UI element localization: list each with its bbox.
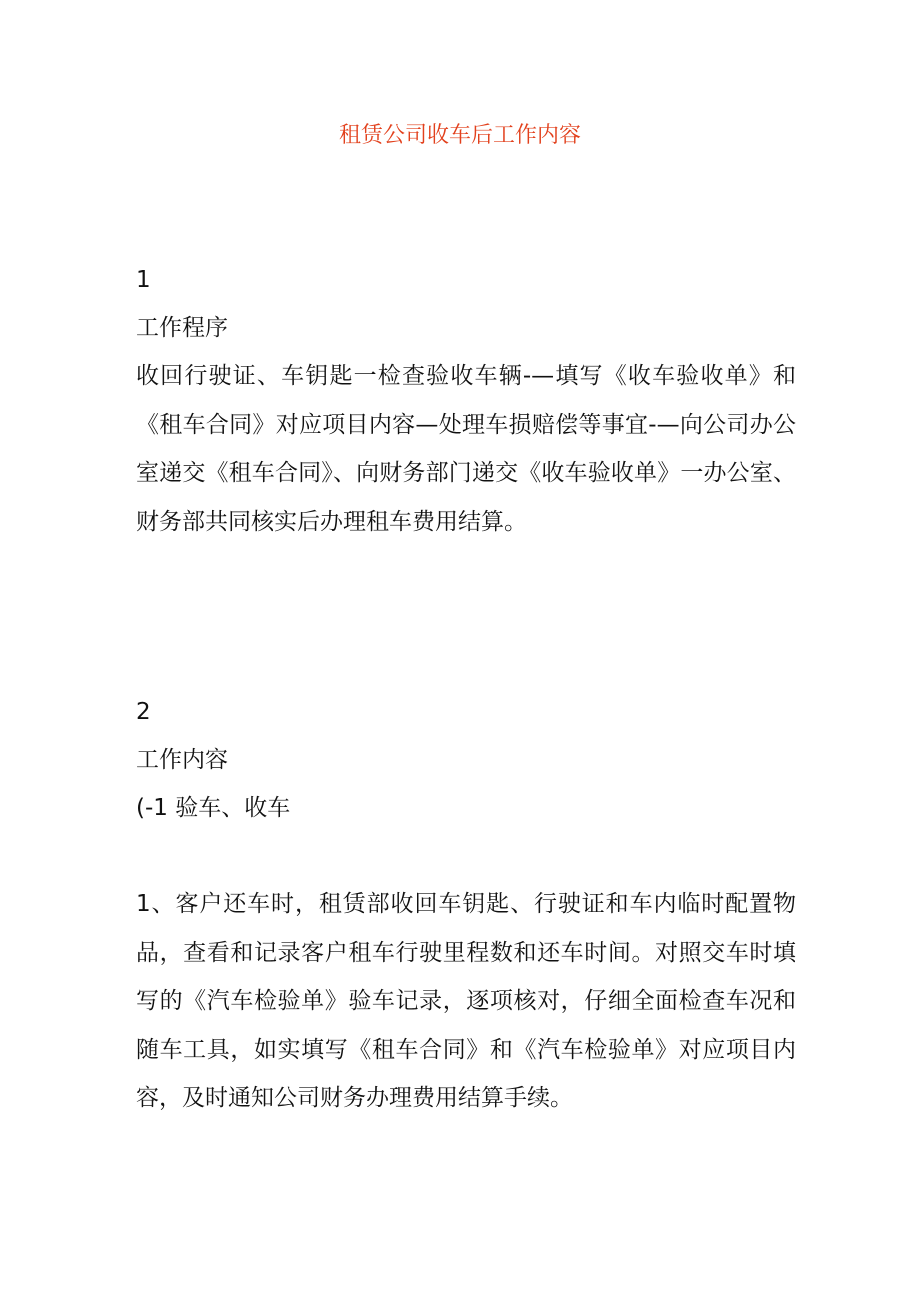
subsection-heading: (-1 验车、收车 <box>136 795 291 821</box>
section-work-content <box>136 688 796 832</box>
section-number: 1 <box>136 267 151 293</box>
section-inspection-detail <box>136 880 796 1123</box>
section-work-procedure <box>136 256 796 546</box>
procedure-paragraph: 收回行驶证、车钥匙一检查验收车辆-—填写《收车验收单》和《租车合同》对应项目内容—处理车损赔偿等事宜-—向公司办公室递交《租车合同》、向财务部门递交《收车验收单》一办公室、财务部共同核实后办理租车费用结算。 <box>136 363 796 535</box>
section-heading: 工作程序 <box>136 315 228 341</box>
inspection-paragraph: 1、客户还车时，租赁部收回车钥匙、行驶证和车内临时配置物品，查看和记录客户租车行驶里程数和还车时间。对照交车时填写的《汽车检验单》验车记录，逐项核对，仔细全面检查车况和随车工具，如实填写《租车合同》和《汽车检验单》对应项目内容，及时通知公司财务办理费用结算手续。 <box>136 891 796 1111</box>
document-title: 租赁公司收车后工作内容 <box>338 123 581 148</box>
section-heading: 工作内容 <box>136 747 228 773</box>
section-number: 2 <box>136 699 151 725</box>
